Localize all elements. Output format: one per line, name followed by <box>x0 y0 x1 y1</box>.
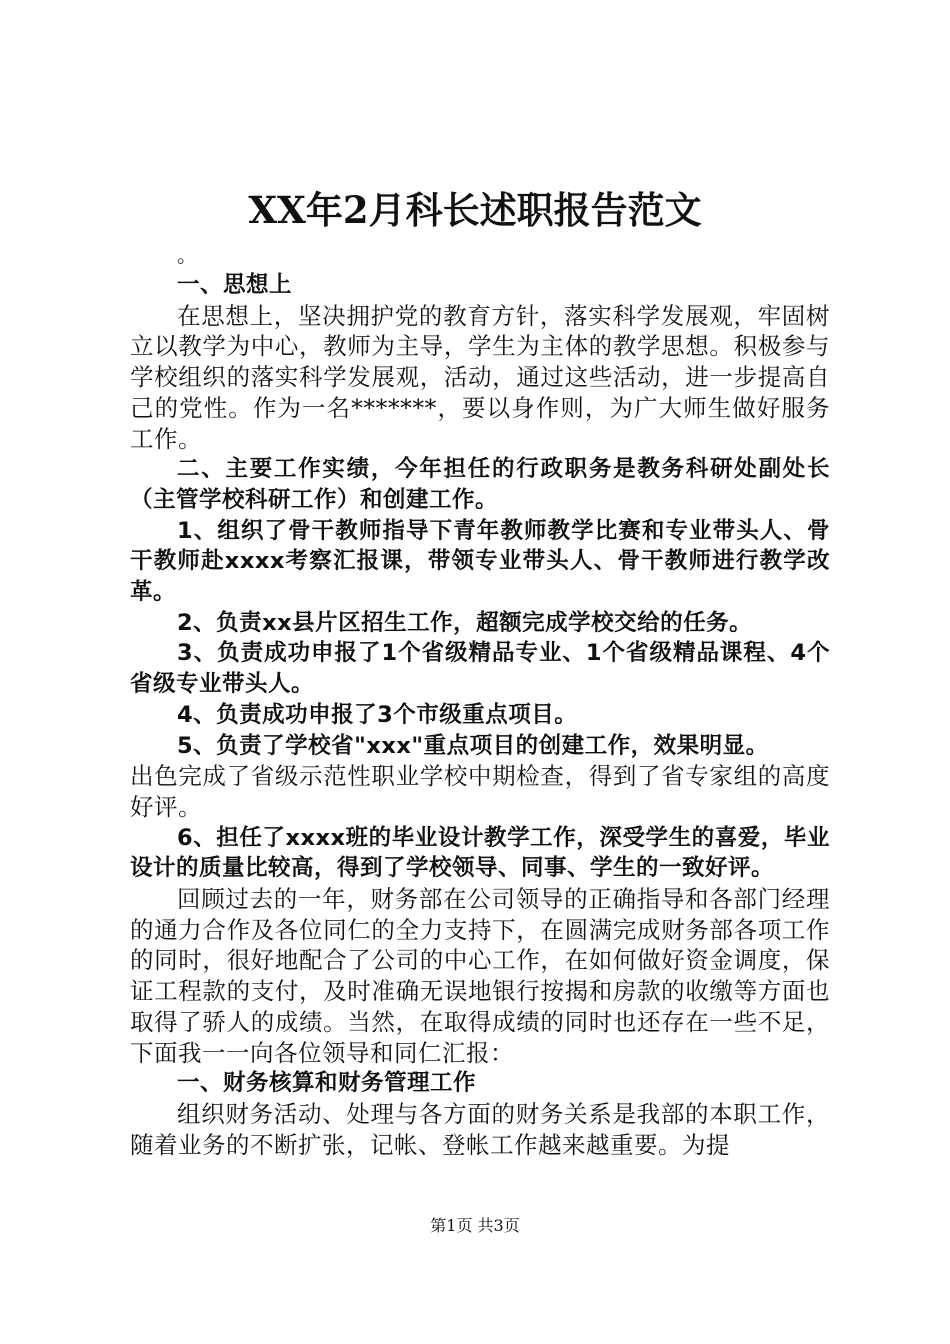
section-heading: 二、主要工作实绩，今年担任的行政职务是教务科研处副处长（主管学校科研工作）和创建工作。 <box>130 456 830 513</box>
document-body <box>130 240 830 1160</box>
list-item: 5、负责了学校省"xxx"重点项目的创建工作，效果明显。 <box>177 732 769 759</box>
section-heading: 一、思想上 <box>177 272 293 298</box>
paragraph: 出色完成了省级示范性职业学校中期检查，得到了省专家组的高度好评。 <box>130 762 830 821</box>
paragraph: 。 <box>177 243 198 267</box>
paragraph: 回顾过去的一年，财务部在公司领导的正确指导和各部门经理的通力合作及各位同仁的全力支持下，在圆满完成财务部各项工作的同时，很好地配合了公司的中心工作，在如何做好资金调度，保证工程款的支付，及时准确无误地银行按揭和房款的收缴等方面也取得了骄人的成绩。当然，在取得成绩的同时也还存在一些不足，下面我一一向各位领导和同仁汇报： <box>130 885 830 1067</box>
paragraph: 组织财务活动、处理与各方面的财务关系是我部的本职工作，随着业务的不断扩张，记帐、登帐工作越来越重要。为提 <box>130 1099 830 1159</box>
section-heading: 一、财务核算和财务管理工作 <box>177 1070 477 1097</box>
list-item: 2、负责xx县片区招生工作，超额完成学校交给的任务。 <box>177 609 753 636</box>
list-item: 4、负责成功申报了3个市级重点项目。 <box>177 701 578 728</box>
page-footer: 第1页 共3页 <box>430 1216 520 1235</box>
list-item: 1、组织了骨干教师指导下青年教师教学比赛和专业带头人、骨干教师赴xxxx考察汇报课，带领专业带头人、骨干教师进行教学改革。 <box>130 517 830 606</box>
list-item: 3、负责成功申报了1个省级精品专业、1个省级精品课程、4个省级专业带头人。 <box>130 640 830 698</box>
list-item: 6、担任了xxxx班的毕业设计教学工作，深受学生的喜爱，毕业设计的质量比较高，得到了学校领导、同事、学生的一致好评。 <box>130 824 830 882</box>
paragraph: 在思想上，坚决拥护党的教育方针，落实科学发展观，牢固树立以教学为中心，教师为主导，学生为主体的教学思想。积极参与学校组织的落实科学发展观，活动，通过这些活动，进一步提高自己的党性。作为一名*******，要以身作则，为广大师生做好服务工作。 <box>130 301 830 453</box>
document-title: XX年2月科长述职报告范文 <box>248 188 702 232</box>
